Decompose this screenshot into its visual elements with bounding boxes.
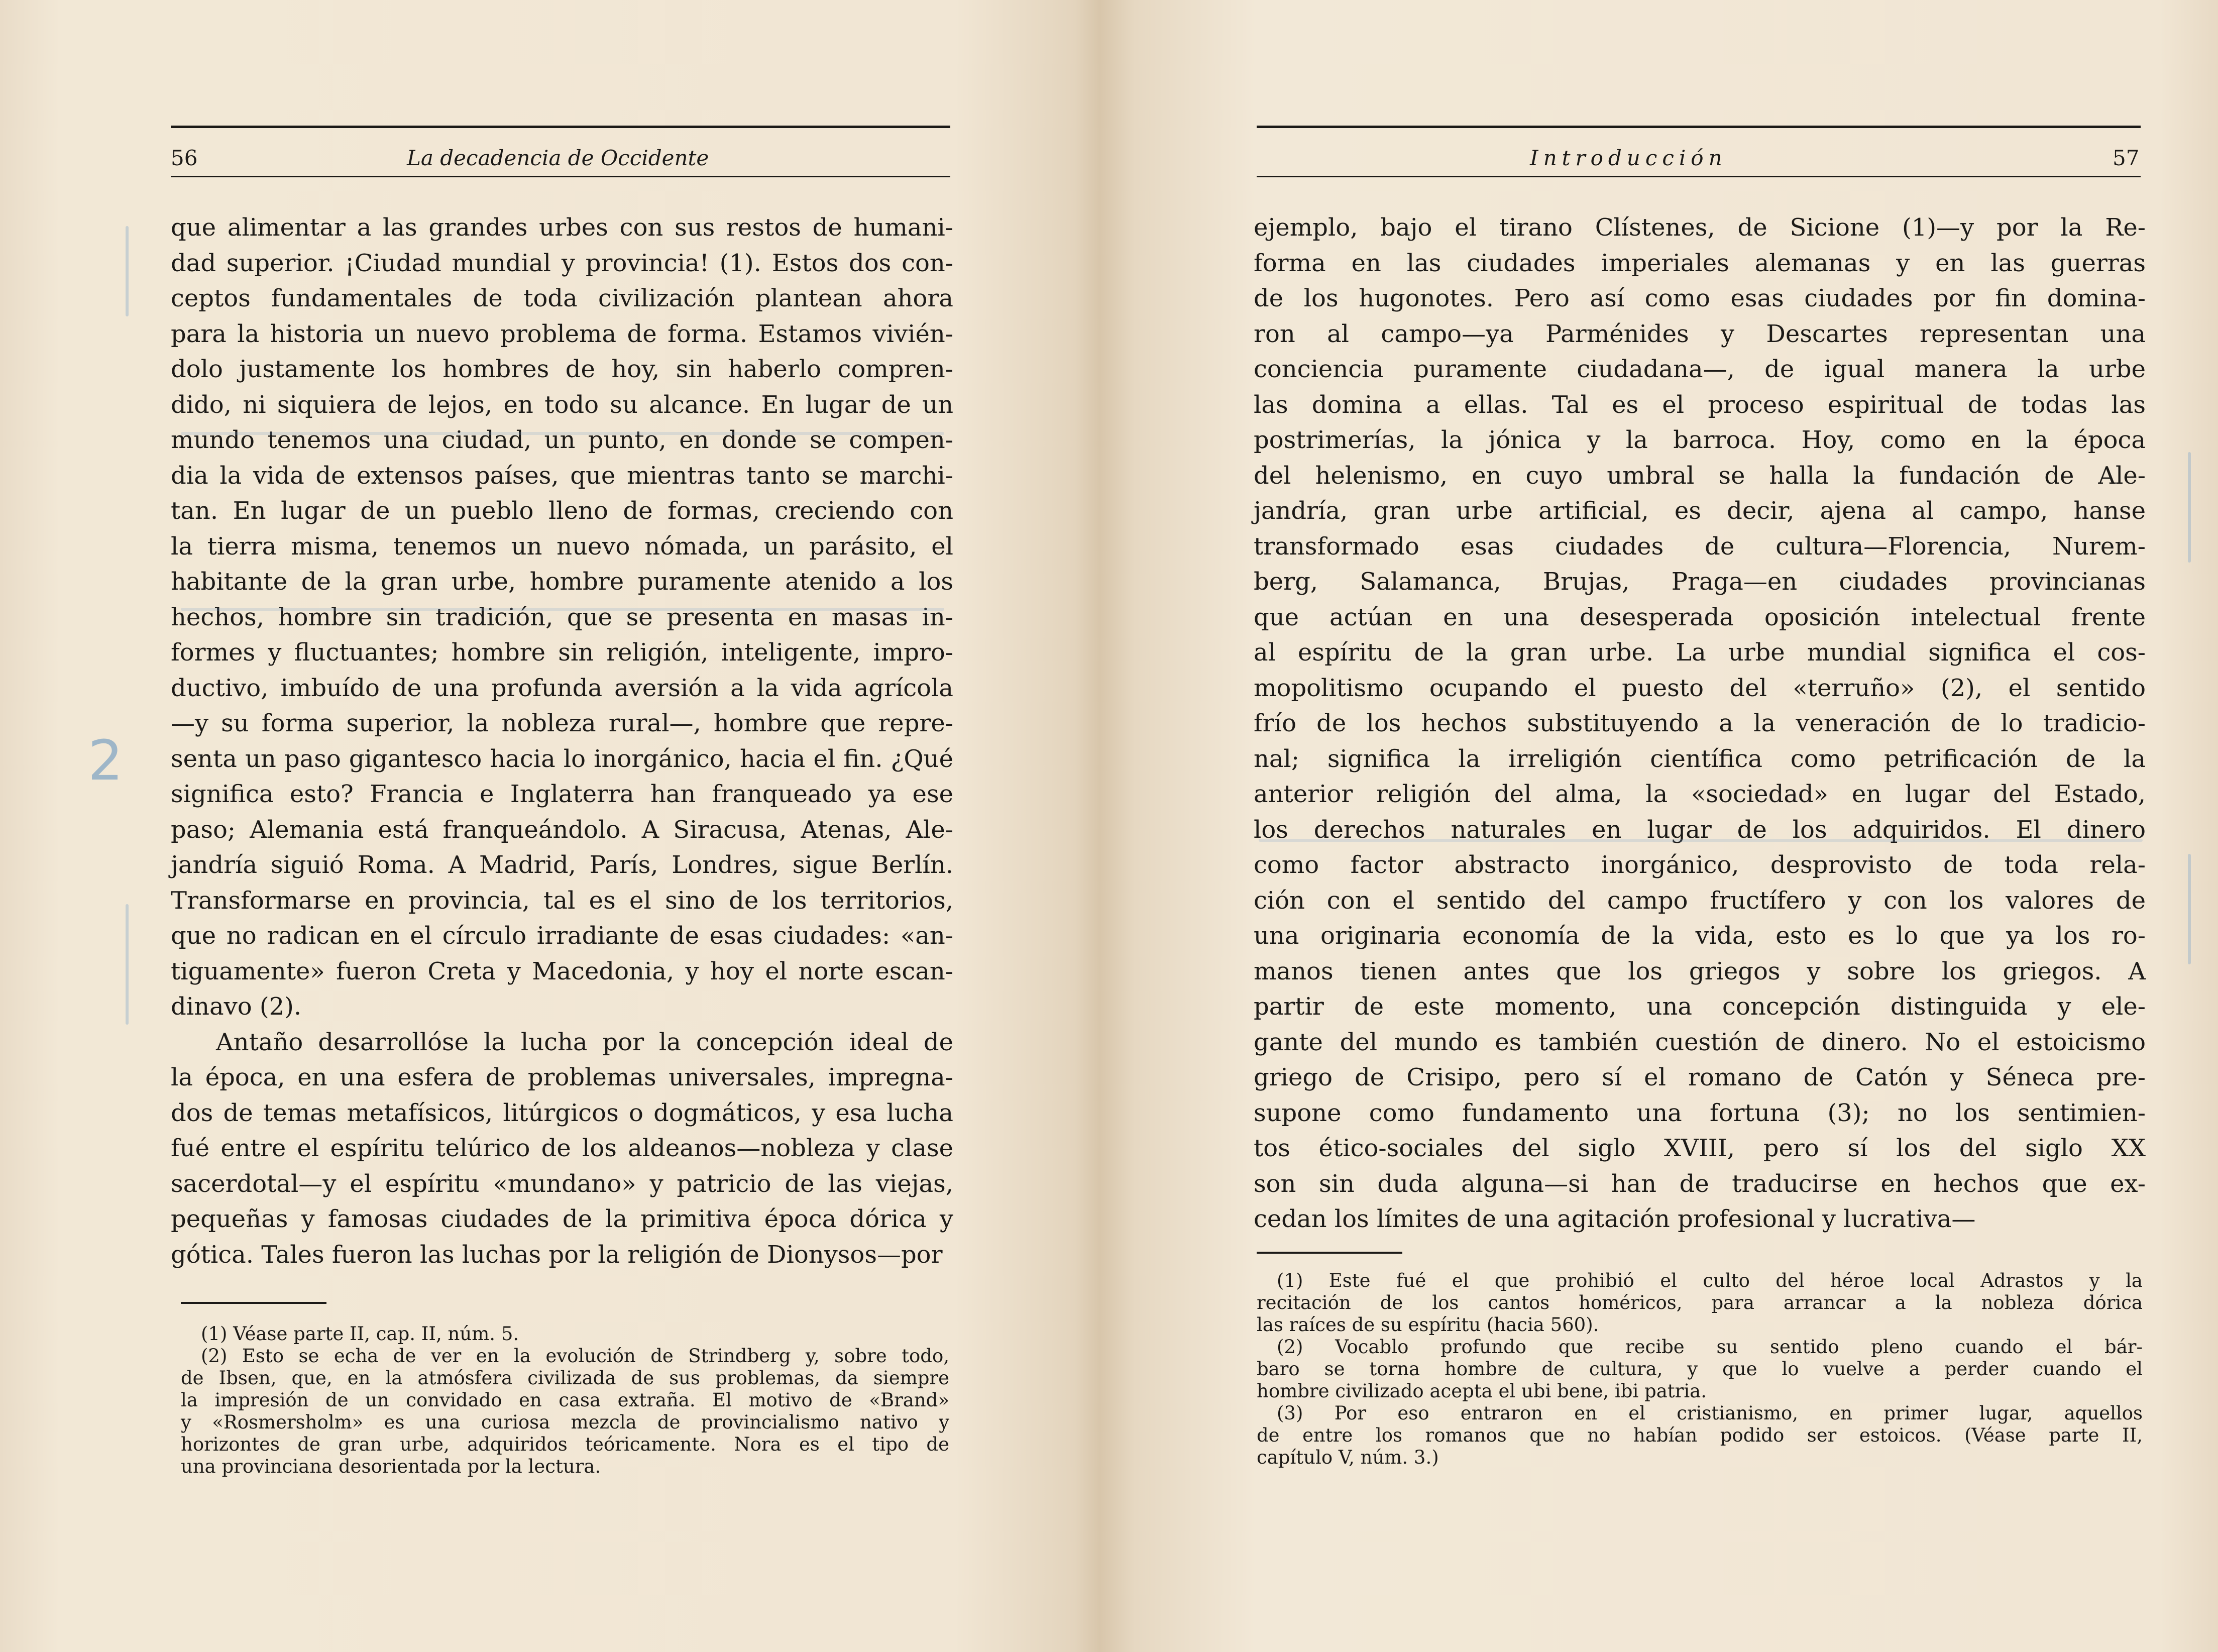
text-line: que actúan en una desesperada oposición intelectual frente xyxy=(1254,603,2146,631)
text-line: partir de este momento, una concepción distinguida y ele- xyxy=(1254,993,2146,1021)
text-line: son sin duda alguna—si han de traducirse en hechos que ex- xyxy=(1254,1169,2146,1198)
text-line: supone como fundamento una fortuna (3); no los sentimien- xyxy=(1254,1098,2146,1127)
text-line: de los hugonotes. Pero así como esas ciudades por fin domina- xyxy=(1254,284,2146,312)
text-line: transformado esas ciudades de cultura—Florencia, Nurem- xyxy=(1254,532,2146,561)
text-line: dos de temas metafísicos, litúrgicos o dogmáticos, y esa lucha xyxy=(171,1098,953,1127)
text-line: mopolitismo ocupando el puesto del «terruño» (2), el sentido xyxy=(1254,674,2146,702)
text-line: conciencia puramente ciudadana—, de igual manera la urbe xyxy=(1254,355,2146,383)
text-line: dia la vida de extensos países, que mientras tanto se marchi- xyxy=(171,461,953,490)
text-line: habitante de la gran urbe, hombre puramente atenido a los xyxy=(171,568,953,596)
pencil-margin-line xyxy=(2188,854,2191,964)
text-line: postrimerías, la jónica y la barroca. Hoy, como en la época xyxy=(1254,426,2146,454)
text-line: anterior religión del alma, la «sociedad» en lugar del Estado, xyxy=(1254,780,2146,808)
pencil-underline xyxy=(1259,839,2143,842)
text-line: manos tienen antes que los griegos y sobre los griegos. A xyxy=(1254,957,2146,985)
text-line: jandría siguió Roma. A Madrid, París, Londres, sigue Berlín. xyxy=(171,851,953,879)
text-line: que alimentar a las grandes urbes con sus restos de humani- xyxy=(171,213,953,242)
text-line: dinavo (2). xyxy=(171,993,302,1021)
text-line: (3) Por eso entraron en el cristianismo, en primer lugar, aquellos xyxy=(1277,1402,2143,1424)
text-line: capítulo V, núm. 3.) xyxy=(1257,1447,1439,1468)
text-line: las raíces de su espíritu (hacia 560). xyxy=(1257,1314,1599,1336)
text-line: y «Rosmersholm» es una curiosa mezcla de provincialismo nativo y xyxy=(181,1411,949,1433)
footnote-rule xyxy=(181,1302,326,1304)
text-line: senta un paso gigantesco hacia lo inorgánico, hacia el fin. ¿Qué xyxy=(171,744,953,773)
text-line: ron al campo—ya Parménides y Descartes representan una xyxy=(1254,319,2146,348)
text-line: gótica. Tales fueron las luchas por la religión de Dionysos—por xyxy=(171,1240,943,1269)
footnote-rule xyxy=(1257,1252,1402,1254)
text-line: frío de los hechos substituyendo a la veneración de lo tradicio- xyxy=(1254,709,2146,737)
text-line: como factor abstracto inorgánico, desprovisto de toda rela- xyxy=(1254,851,2146,879)
pencil-underline xyxy=(181,432,944,435)
text-line: (2) Vocablo profundo que recibe su sentido pleno cuando el bár- xyxy=(1277,1336,2143,1358)
text-line: que no radican en el círculo irradiante de esas ciudades: «an- xyxy=(171,922,953,950)
page-number: 57 xyxy=(2113,146,2140,170)
header-rule-bottom xyxy=(1257,176,2141,177)
text-line: formes y fluctuantes; hombre sin religión, inteligente, impro- xyxy=(171,638,953,667)
pencil-margin-line xyxy=(2188,452,2191,563)
header-rule-bottom xyxy=(171,176,950,177)
text-line: sacerdotal—y el espíritu «mundano» y patricio de las viejas, xyxy=(171,1169,953,1198)
text-line: la época, en una esfera de problemas universales, impregna- xyxy=(171,1063,953,1091)
footnotes xyxy=(181,1323,949,1478)
text-line: griego de Crisipo, pero sí el romano de Catón y Séneca pre- xyxy=(1254,1063,2146,1091)
text-line: tan. En lugar de un pueblo lleno de formas, creciendo con xyxy=(171,497,953,525)
text-line: dido, ni siquiera de lejos, en todo su alcance. En lugar de un xyxy=(171,390,953,419)
text-line: (1) Véase parte II, cap. II, núm. 5. xyxy=(201,1323,519,1345)
text-line: los derechos naturales en lugar de los adquiridos. El dinero xyxy=(1254,815,2146,844)
pencil-margin-line xyxy=(126,226,129,316)
text-line: —y su forma superior, la nobleza rural—, hombre que repre- xyxy=(171,709,953,737)
header-rule-top xyxy=(171,126,950,128)
text-line: ductivo, imbuído de una profunda aversión a la vida agrícola xyxy=(171,674,953,702)
text-line: cedan los límites de una agitación profesional y lucrativa— xyxy=(1254,1205,1976,1233)
text-line: al espíritu de la gran urbe. La urbe mundial significa el cos- xyxy=(1254,638,2146,667)
text-line: (1) Este fué el que prohibió el culto del héroe local Adrastos y la xyxy=(1277,1270,2143,1291)
text-line: paso; Alemania está franqueándolo. A Siracusa, Atenas, Ale- xyxy=(171,815,953,844)
text-line: las domina a ellas. Tal es el proceso espiritual de todas las xyxy=(1254,390,2146,419)
text-line: ejemplo, bajo el tirano Clístenes, de Sicione (1)—y por la Re- xyxy=(1254,213,2146,242)
text-line: tiguamente» fueron Creta y Macedonia, y hoy el norte escan- xyxy=(171,957,953,985)
text-line: tos ético-sociales del siglo XVIII, pero sí los del siglo XX xyxy=(1254,1134,2146,1162)
text-line: la tierra misma, tenemos un nuevo nómada, un parásito, el xyxy=(171,532,953,561)
running-head: La decadencia de Occidente xyxy=(407,146,709,170)
text-line: baro se torna hombre de cultura, y que lo vuelve a perder cuando el xyxy=(1257,1358,2143,1380)
text-line: jandría, gran urbe artificial, es decir, ajena al campo, hanse xyxy=(1254,497,2146,525)
pencil-margin-line xyxy=(126,904,129,1025)
text-line: Transformarse en provincia, tal es el sino de los territorios, xyxy=(171,886,953,915)
text-line: una originaria economía de la vida, esto es lo que ya los ro- xyxy=(1254,922,2146,950)
text-line: dolo justamente los hombres de hoy, sin haberlo compren- xyxy=(171,355,953,383)
running-head: Introducción xyxy=(1530,146,1727,170)
text-line: berg, Salamanca, Brujas, Praga—en ciudades provincianas xyxy=(1254,568,2146,596)
footnotes xyxy=(1257,1270,2143,1469)
text-line: fué entre el espíritu telúrico de los aldeanos—nobleza y clase xyxy=(171,1134,953,1162)
text-line: nal; significa la irreligión científica como petrificación de la xyxy=(1254,744,2146,773)
text-line: la impresión de un convidado en casa extraña. El motivo de «Brand» xyxy=(181,1389,949,1411)
text-line: mundo tenemos una ciudad, un punto, en donde se compen- xyxy=(171,426,953,454)
text-line: hechos, hombre sin tradición, que se presenta en masas in- xyxy=(171,603,953,631)
text-line: forma en las ciudades imperiales alemanas y en las guerras xyxy=(1254,249,2146,277)
text-line: de Ibsen, que, en la atmósfera civilizada de sus problemas, da siempre xyxy=(181,1367,949,1389)
text-line: dad superior. ¡Ciudad mundial y provincia! (1). Estos dos con- xyxy=(171,249,953,277)
page-number: 56 xyxy=(171,146,198,170)
text-line: recitación de los cantos homéricos, para arrancar a la nobleza dórica xyxy=(1257,1292,2143,1313)
text-line: de entre los romanos que no habían podido ser estoicos. (Véase parte II, xyxy=(1257,1424,2143,1446)
text-line: Antaño desarrollóse la lucha por la concepción ideal de xyxy=(216,1028,953,1056)
header-rule-top xyxy=(1257,126,2141,128)
body-text xyxy=(171,210,953,1272)
body-text xyxy=(1254,210,2146,1237)
text-line: del helenismo, en cuyo umbral se halla la fundación de Ale- xyxy=(1254,461,2146,490)
right-page xyxy=(1113,0,2218,1652)
text-line: horizontes de gran urbe, adquiridos teóricamente. Nora es el tipo de xyxy=(181,1434,949,1455)
text-line: una provinciana desorientada por la lectura. xyxy=(181,1456,601,1477)
pencil-underline xyxy=(181,608,944,611)
text-line: gante del mundo es también cuestión de dinero. No el estoicismo xyxy=(1254,1028,2146,1056)
margin-annotation: 2 xyxy=(88,728,123,793)
text-line: hombre civilizado acepta el ubi bene, ibi patria. xyxy=(1257,1380,1707,1402)
text-line: pequeñas y famosas ciudades de la primitiva época dórica y xyxy=(171,1205,953,1233)
text-line: ceptos fundamentales de toda civilización plantean ahora xyxy=(171,284,953,312)
text-line: ción con el sentido del campo fructífero y con los valores de xyxy=(1254,886,2146,915)
text-line: (2) Esto se echa de ver en la evolución de Strindberg y, sobre todo, xyxy=(201,1345,949,1367)
text-line: para la historia un nuevo problema de forma. Estamos vivién- xyxy=(171,319,953,348)
left-page xyxy=(0,0,1105,1652)
text-line: significa esto? Francia e Inglaterra han franqueado ya ese xyxy=(171,780,953,808)
